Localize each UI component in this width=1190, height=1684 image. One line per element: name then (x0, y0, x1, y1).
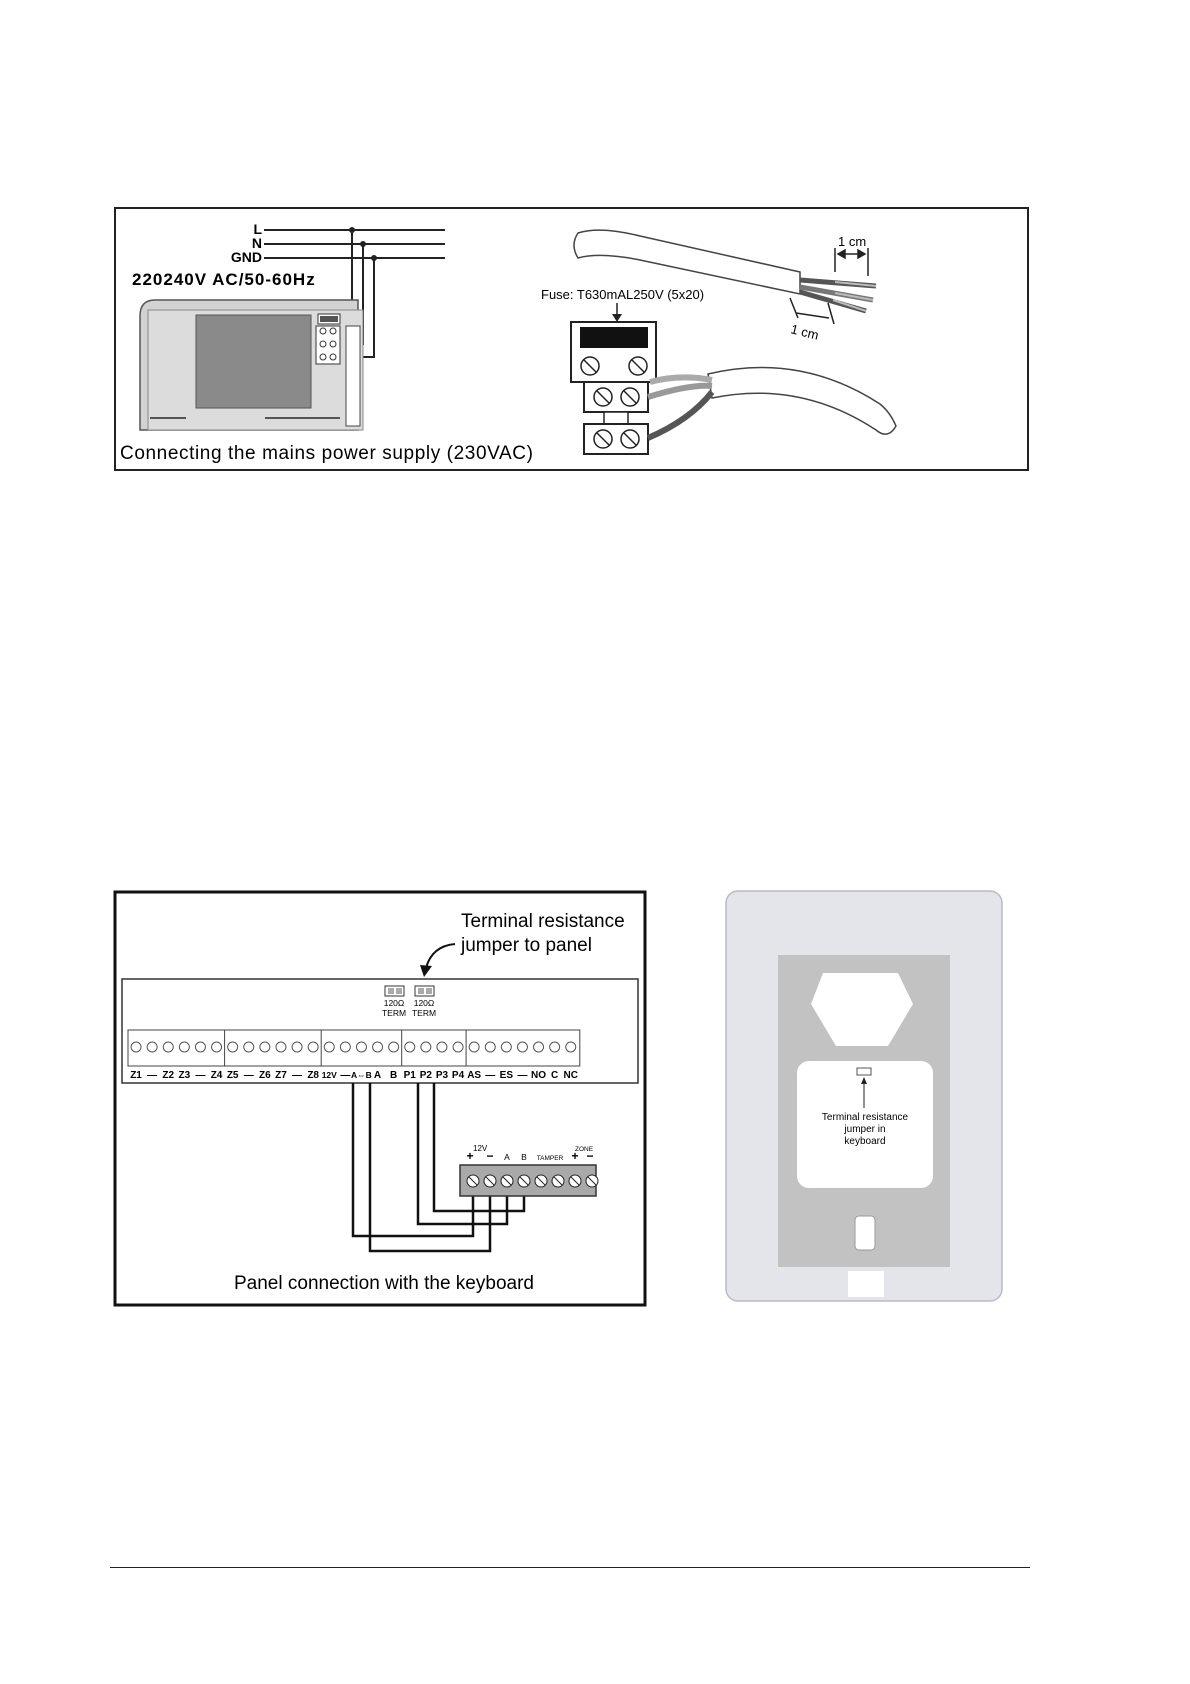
terminal-screw (373, 1042, 383, 1052)
terminal-screw (501, 1042, 511, 1052)
line-label-l: L (253, 221, 262, 237)
terminal-screw (421, 1042, 431, 1052)
callout-arrow (426, 944, 455, 968)
terminal-screw (340, 1042, 350, 1052)
jumper-1-term: TERM (381, 1008, 407, 1018)
panel-terminal-strip (128, 1030, 580, 1081)
terminal-label: P4 (451, 1070, 465, 1081)
terminal-screw (453, 1042, 463, 1052)
terminal-label: Z8 (307, 1070, 319, 1081)
terminal-label: — (195, 1070, 206, 1081)
fuse (580, 327, 648, 348)
terminal-screw (195, 1042, 205, 1052)
mains-caption: Connecting the mains power supply (230VAC) (120, 443, 534, 464)
panel-housing (140, 300, 363, 430)
terminal-label: Z2 (162, 1070, 175, 1081)
jumper-2-term: TERM (411, 1008, 437, 1018)
terminal-label: NC (563, 1070, 578, 1081)
strip-dimension-top (835, 248, 868, 276)
fuse-label: Fuse: T630mAL250V (5x20) (541, 287, 705, 302)
terminal-label: — (517, 1070, 528, 1081)
terminal-screw (566, 1042, 576, 1052)
kb-label-zone-plus: + (571, 1149, 579, 1163)
terminal-screw (324, 1042, 334, 1052)
terminal-label: A⇔B (351, 1070, 372, 1080)
keyboard-label-1: Terminal resistance (821, 1112, 909, 1123)
terminal-screw (228, 1042, 238, 1052)
keyboard-terminal-block (460, 1165, 598, 1196)
kb-label-b: B (521, 1152, 527, 1162)
kb-label-minus: − (486, 1149, 494, 1163)
footer-rule (110, 1567, 1030, 1568)
voltage-label: 220240V AC/50-60Hz (132, 270, 316, 289)
terminal-group (128, 1030, 226, 1066)
panel-keyboard-figure (0, 880, 660, 1320)
kb-label-zone: ZONE (574, 1146, 594, 1153)
terminal-screw (469, 1042, 479, 1052)
terminal-screw (212, 1042, 222, 1052)
terminal-label: AS (467, 1070, 482, 1081)
panel-caption: Panel connection with the keyboard (234, 1273, 534, 1294)
terminal-label: Z6 (259, 1070, 271, 1081)
terminal-label: C (551, 1070, 559, 1081)
terminal-screw (389, 1042, 399, 1052)
terminal-group (225, 1030, 323, 1066)
terminal-label: B (390, 1070, 398, 1081)
terminal-label: P3 (435, 1070, 449, 1081)
terminal-label: Z5 (226, 1070, 239, 1081)
strip-label-top: 1 cm (838, 234, 867, 249)
terminal-label: Z1 (130, 1070, 142, 1081)
terminal-screw (179, 1042, 189, 1052)
keyboard-jumper (857, 1068, 871, 1075)
terminal-label: P2 (419, 1070, 432, 1081)
terminal-label: — (292, 1070, 303, 1081)
jumper-2 (415, 986, 434, 996)
kb-label-a: A (504, 1152, 510, 1162)
callout-line-2: jumper to panel (461, 935, 592, 956)
terminal-label: — (340, 1070, 351, 1081)
line-label-gnd: GND (230, 249, 262, 265)
terminal-screw (356, 1042, 366, 1052)
transformer (196, 315, 311, 408)
terminal-screw (308, 1042, 318, 1052)
terminal-screw (244, 1042, 254, 1052)
terminal-screw (276, 1042, 286, 1052)
supply-cable (648, 367, 896, 438)
line-label-n: N (251, 235, 262, 251)
terminal-block-lower (584, 424, 648, 454)
keyboard-back-figure (720, 880, 1010, 1305)
callout-line-1: Terminal resistance (461, 911, 625, 932)
kb-label-tamper: TAMPER (536, 1155, 564, 1162)
terminal-label: — (243, 1070, 254, 1081)
terminal-label: — (147, 1070, 158, 1081)
keyboard-label-2: jumper in (844, 1124, 886, 1135)
terminal-label: Z7 (275, 1070, 287, 1081)
jumper-1-value: 120Ω (383, 998, 405, 1008)
terminal-screw (147, 1042, 157, 1052)
jumper-2-value: 120Ω (413, 998, 435, 1008)
terminal-screw (485, 1042, 495, 1052)
mains-power-figure (0, 0, 1190, 480)
terminal-label: NO (531, 1070, 547, 1081)
terminal-screw (131, 1042, 141, 1052)
terminal-screw (260, 1042, 270, 1052)
terminal-screw (292, 1042, 302, 1052)
terminal-screw (517, 1042, 527, 1052)
terminal-screw (437, 1042, 447, 1052)
terminal-screw (405, 1042, 415, 1052)
terminal-block-upper (584, 382, 648, 412)
terminal-label: Z3 (178, 1070, 191, 1081)
terminal-label: — (485, 1070, 496, 1081)
terminal-screw (550, 1042, 560, 1052)
terminal-label: P1 (403, 1070, 416, 1081)
terminal-label: A (373, 1070, 382, 1081)
keyboard-bottom-tab (848, 1271, 884, 1297)
jumper-1 (385, 986, 404, 996)
terminal-screw (534, 1042, 544, 1052)
kb-label-12v: 12V (473, 1144, 488, 1153)
terminal-screw (163, 1042, 173, 1052)
kb-label-plus: + (466, 1149, 474, 1163)
keyboard-label-3: keyboard (844, 1136, 886, 1147)
kb-label-zone-minus: − (586, 1149, 594, 1163)
terminal-label: Z4 (210, 1070, 223, 1081)
strip-label-bottom: 1 cm (789, 321, 821, 343)
keyboard-slot (855, 1216, 875, 1250)
terminal-label: ES (499, 1070, 514, 1081)
terminal-label: 12V (321, 1070, 337, 1080)
fuse-holder (571, 322, 656, 382)
